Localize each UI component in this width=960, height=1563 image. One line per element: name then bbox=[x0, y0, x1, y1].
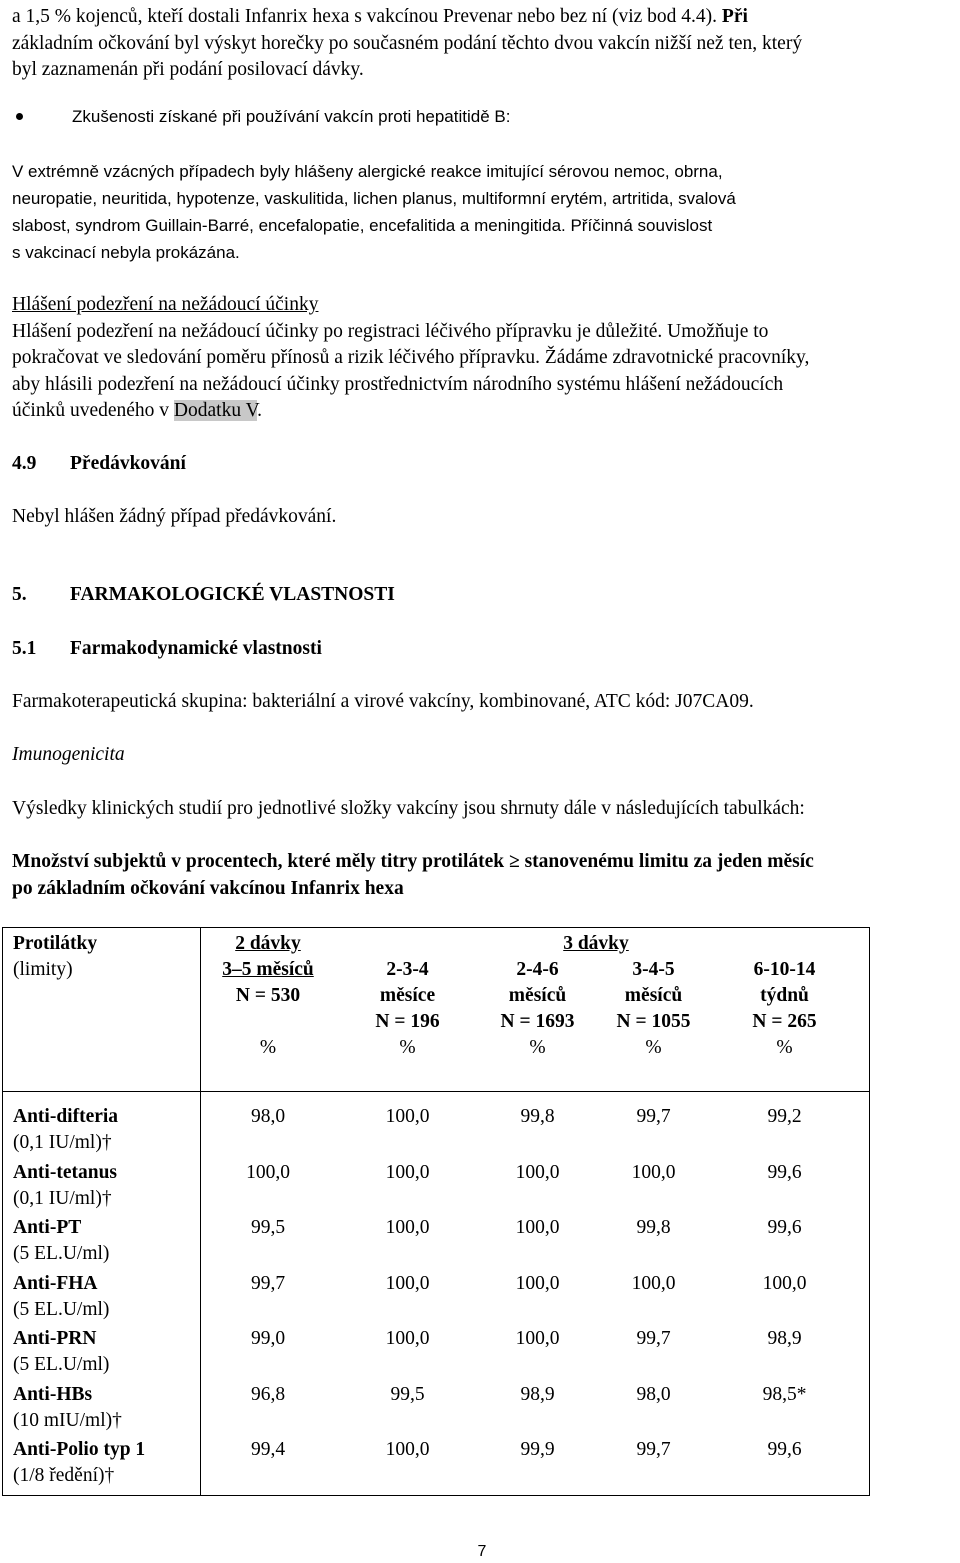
table-title bbox=[12, 849, 960, 902]
section-5-heading bbox=[12, 582, 952, 609]
table-row: 99,7 100,0 100,0 100,0 100,0 bbox=[250, 1272, 807, 1294]
section-number: 5. bbox=[12, 584, 27, 605]
bullet-icon bbox=[16, 113, 23, 120]
antigen-item: Anti-HBs (10 mIU/ml)† bbox=[13, 1383, 122, 1431]
reporting-section bbox=[12, 292, 952, 425]
table-row: 99,5 100,0 100,0 99,8 99,6 bbox=[250, 1217, 802, 1238]
reporting-line: . bbox=[257, 400, 263, 421]
section-title: FARMAKOLOGICKÉ VLASTNOSTI bbox=[70, 584, 395, 605]
limits-header: (limity) bbox=[13, 959, 73, 980]
pharmacotherapeutic-group: Farmakoterapeutická skupina: bakteriální a virové vakcíny, kombinované, ATC kód: J07CA09. bbox=[12, 691, 754, 712]
section-number: 5.1 bbox=[12, 638, 37, 659]
table-row: 100,0 100,0 100,0 100,0 99,6 bbox=[246, 1161, 802, 1183]
section-4-9-text: Nebyl hlášen žádný případ předávkování. bbox=[12, 506, 337, 527]
table-row: 96,8 99,5 98,9 98,0 98,5* bbox=[250, 1383, 807, 1405]
immunogenicity-heading: Imunogenicita bbox=[12, 744, 125, 765]
antigen-item: Anti-FHA (5 EL.U/ml) bbox=[13, 1272, 110, 1320]
table-body-row bbox=[3, 1092, 870, 1496]
intro-line: byl zaznamenán při podání posilovací dávky. bbox=[12, 59, 364, 80]
table-row: 99,0 100,0 100,0 99,7 98,9 bbox=[250, 1328, 802, 1349]
two-doses-header: 2 dávky bbox=[235, 933, 301, 954]
schedule-header: 2-4-6 měsíců N = 1693 bbox=[500, 959, 575, 1032]
schedule-header: 3–5 měsíců N = 530 bbox=[222, 959, 314, 1006]
hepatitis-line: neuropatie, neuritida, hypotenze, vaskulitida, lichen planus, multiformní erytém, artritida, svalová bbox=[12, 189, 736, 208]
bullet-heading: Zkušenosti získané při používání vakcín proti hepatitidě B: bbox=[72, 107, 511, 126]
dose-group-headers bbox=[201, 928, 869, 957]
results-intro: Výsledky klinických studií pro jednotlivé složky vakcíny jsou shrnuty dále v následujících tabulkách: bbox=[12, 798, 805, 819]
reporting-line: Hlášení podezření na nežádoucí účinky po registraci léčivého přípravku je důležité. Umožňuje to bbox=[12, 320, 769, 342]
section-title: Farmakodynamické vlastnosti bbox=[70, 638, 322, 659]
percent-row bbox=[201, 1035, 869, 1061]
table-row: 98,0 100,0 99,8 99,7 99,2 bbox=[250, 1106, 802, 1127]
antigen-item: Anti-PT (5 EL.U/ml) bbox=[13, 1217, 110, 1264]
intro-line-bold: Při bbox=[721, 6, 748, 27]
percent-unit: % bbox=[776, 1037, 793, 1058]
hepatitis-line: s vakcinací nebyla prokázána. bbox=[12, 243, 240, 262]
table-header-row bbox=[3, 928, 870, 1092]
immunogenicity-table bbox=[2, 927, 870, 1496]
values-column bbox=[201, 1092, 870, 1496]
reporting-line: pokračovat ve sledování poměru přínosů a rizik léčivého přípravku. Žádáme zdravotnické pracovníky, bbox=[12, 347, 810, 368]
hepatitis-line: V extrémně vzácných případech byly hlášeny alergické reakce imitující sérovou nemoc, obrna, bbox=[12, 162, 723, 181]
section-5-1-heading bbox=[12, 636, 952, 663]
table-title-line: Množství subjektů v procentech, které měly titry protilátek ≥ stanovenému limitu za jeden měsíc bbox=[12, 851, 814, 872]
percent-unit: % bbox=[259, 1037, 277, 1058]
table-title-line: po základním očkování vakcínou Infanrix hexa bbox=[12, 877, 404, 899]
three-doses-header: 3 dávky bbox=[563, 933, 629, 954]
intro-line: základním očkování byl výskyt horečky po současném podání těchto dvou vakcín nižší než ten, který bbox=[12, 32, 803, 54]
antigen-item: Anti-Polio typ 1 (1/8 ředění)† bbox=[13, 1439, 146, 1486]
hepatitis-paragraph bbox=[12, 158, 952, 266]
reporting-title: Hlášení podezření na nežádoucí účinky bbox=[12, 294, 319, 315]
appendix-link[interactable]: Dodatku V bbox=[173, 400, 258, 421]
antibody-header-cell bbox=[3, 928, 201, 1092]
intro-paragraph bbox=[12, 4, 952, 84]
antigen-item: Anti-PRN (5 EL.U/ml) bbox=[13, 1328, 110, 1375]
antigen-item: Anti-tetanus (0,1 IU/ml)† bbox=[13, 1161, 118, 1209]
page-number: 7 bbox=[477, 1543, 487, 1560]
table-row: 99,4 100,0 99,9 99,7 99,6 bbox=[250, 1439, 802, 1460]
antigen-column bbox=[3, 1092, 201, 1496]
antigen-item: Anti-difteria (0,1 IU/ml)† bbox=[13, 1106, 119, 1153]
schedule-header: 2-3-4 měsíce N = 196 bbox=[375, 959, 440, 1032]
dose-header-cell bbox=[201, 928, 870, 1092]
section-number: 4.9 bbox=[12, 453, 37, 474]
schedule-headers bbox=[201, 957, 869, 1035]
hepatitis-line: slabost, syndrom Guillain-Barré, encefalopatie, encefalitida a meningitida. Příčinná souvislost bbox=[12, 216, 713, 235]
schedule-header: 6-10-14 týdnů N = 265 bbox=[752, 959, 817, 1032]
antibody-header: Protilátky bbox=[13, 933, 98, 954]
schedule-header: 3-4-5 měsíců N = 1055 bbox=[616, 959, 691, 1032]
intro-line: a 1,5 % kojenců, kteří dostali Infanrix hexa s vakcínou Prevenar nebo bez ní (viz bod 4.4). bbox=[12, 6, 722, 27]
percent-unit: % bbox=[399, 1037, 416, 1058]
percent-unit: % bbox=[529, 1037, 546, 1058]
reporting-line: účinků uvedeného v bbox=[12, 400, 174, 421]
percent-unit: % bbox=[645, 1037, 662, 1058]
section-title: Předávkování bbox=[70, 453, 186, 474]
reporting-line: aby hlásili podezření na nežádoucí účinky prostřednictvím národního systému hlášení nežádoucích bbox=[12, 373, 784, 395]
section-4-9-heading bbox=[12, 451, 952, 478]
